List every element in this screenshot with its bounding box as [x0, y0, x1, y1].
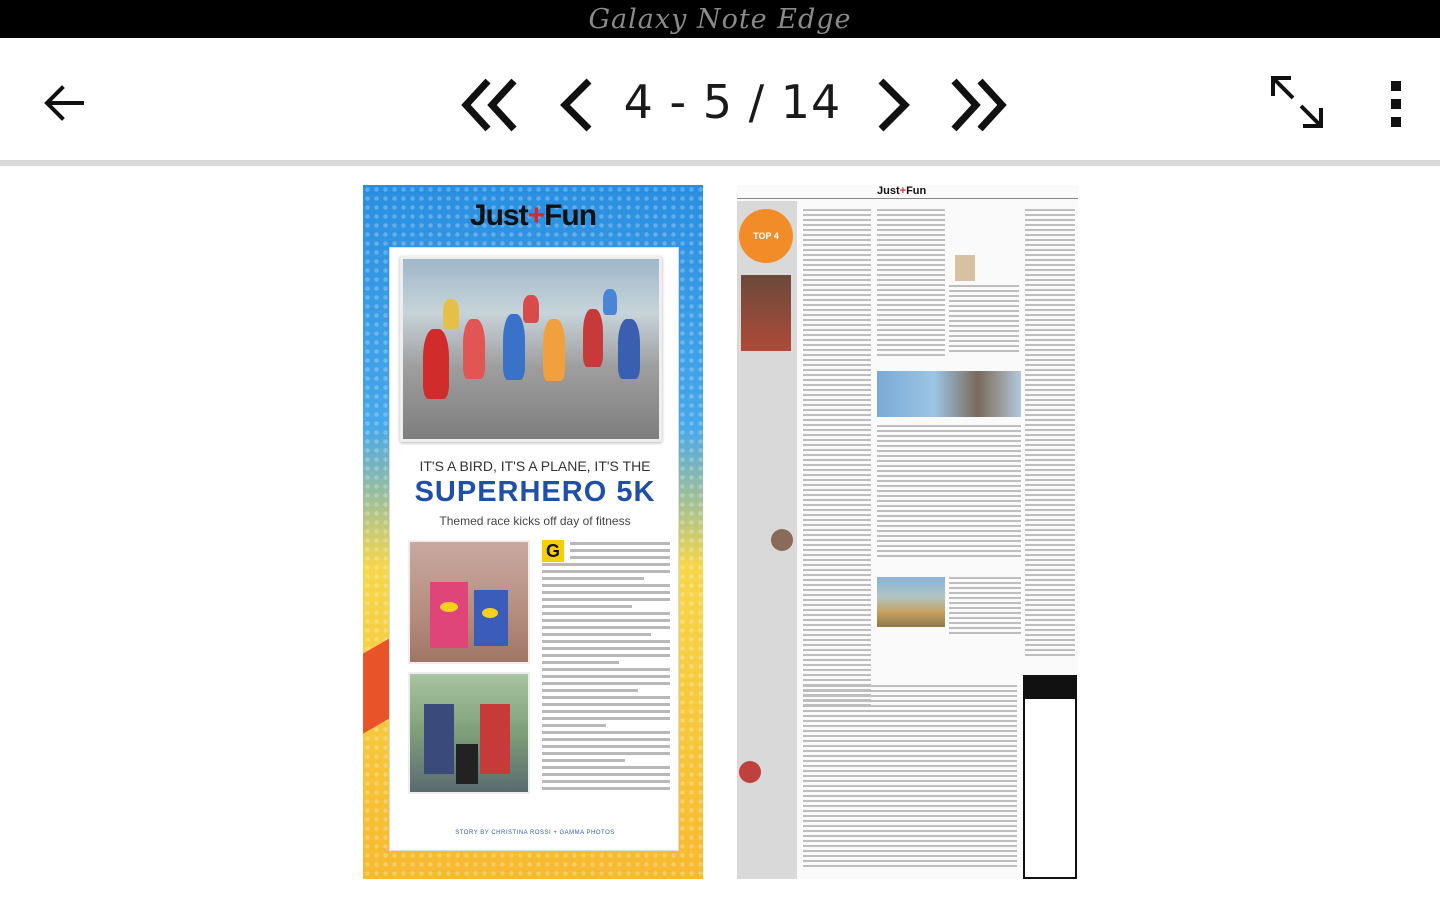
- page-indicator: 4 - 5 / 14: [623, 75, 842, 129]
- sidebar-avatar: [771, 529, 793, 551]
- back-button[interactable]: [36, 78, 92, 128]
- chevron-right-icon: [875, 75, 915, 135]
- cover-photo-runners: [400, 256, 662, 442]
- newspaper-ad: [1023, 675, 1077, 879]
- article-photo-small: [955, 255, 975, 281]
- dropcap: G: [542, 540, 564, 562]
- page-right-newspaper[interactable]: [737, 185, 1078, 879]
- cover-credit: STORY BY CHRISTINA ROSSI + GAMMA PHOTOS: [455, 830, 615, 836]
- cover-subhead: Themed race kicks off day of fitness: [439, 514, 631, 528]
- cover-photo-capes: [408, 540, 530, 664]
- cover-article-text: [542, 542, 670, 822]
- newspaper-column-6: [1025, 209, 1075, 659]
- fullscreen-button[interactable]: [1264, 70, 1330, 134]
- double-chevron-right-icon: [948, 75, 1010, 135]
- arrow-left-icon: [42, 83, 86, 123]
- article-photo-bird: [877, 371, 1021, 417]
- device-label: Galaxy Note Edge: [588, 3, 852, 35]
- newspaper-column-1: [803, 209, 871, 709]
- cover-kicker: IT'S A BIRD, IT'S A PLANE, IT'S THE: [419, 458, 651, 474]
- newspaper-column-3: [949, 285, 1019, 355]
- newspaper-header: [737, 185, 1078, 199]
- device-title-bar: [0, 0, 1440, 38]
- cover-logo: Just+Fun: [469, 199, 597, 232]
- page-viewer[interactable]: [0, 172, 1440, 900]
- sidebar-photo: [741, 275, 791, 351]
- previous-page-button[interactable]: [550, 72, 600, 138]
- chevron-left-icon: [555, 75, 595, 135]
- double-chevron-left-icon: [458, 75, 520, 135]
- newspaper-masthead: Just+Fun: [877, 185, 927, 197]
- newspaper-column-2: [877, 209, 945, 359]
- reader-toolbar: [0, 38, 1440, 166]
- expand-icon: [1267, 72, 1327, 132]
- overflow-menu-button[interactable]: [1376, 74, 1416, 134]
- page-left-cover[interactable]: [363, 185, 703, 879]
- newspaper-column-7: [803, 685, 1017, 870]
- last-page-button[interactable]: [946, 72, 1012, 138]
- newspaper-column-5: [949, 577, 1021, 637]
- sidebar-avatar-2: [739, 761, 761, 783]
- top-picks-badge: TOP 4: [739, 209, 793, 263]
- cover-headline: SUPERHERO 5K: [414, 476, 656, 508]
- more-vertical-icon: [1389, 79, 1403, 129]
- cover-card: [389, 247, 679, 851]
- cover-photo-finishers: [408, 672, 530, 794]
- next-page-button[interactable]: [870, 72, 920, 138]
- newspaper-column-4: [877, 425, 1021, 560]
- first-page-button[interactable]: [456, 72, 522, 138]
- article-photo-field: [877, 577, 945, 627]
